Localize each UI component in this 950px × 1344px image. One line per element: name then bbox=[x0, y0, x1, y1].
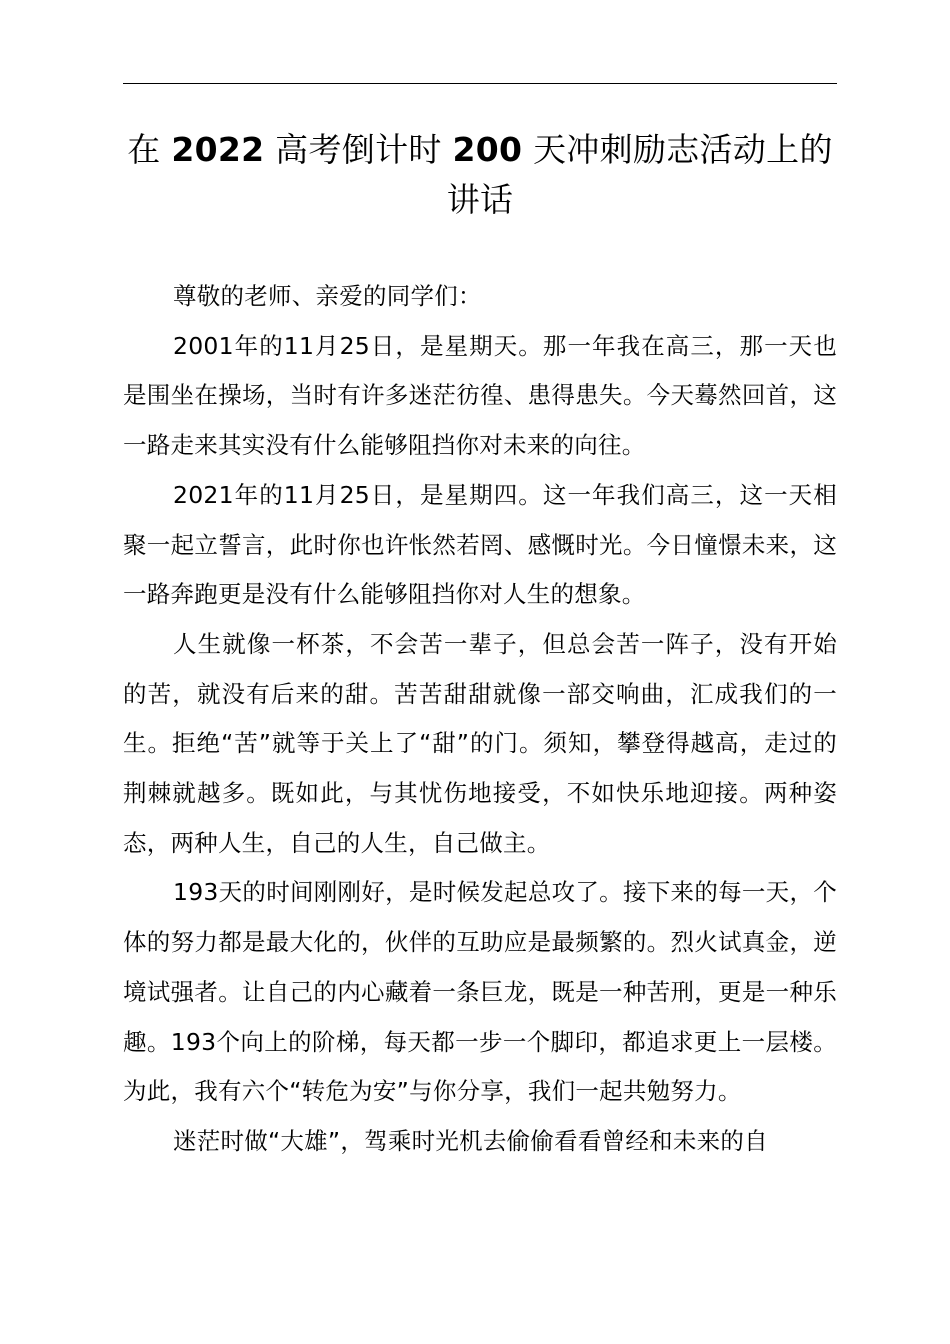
title-part: 天冲刺励志活动上的讲话 bbox=[446, 130, 833, 219]
paragraph: 迷茫时做“大雄”，驾乘时光机去偷偷看看曾经和未来的自 bbox=[173, 1126, 768, 1155]
paragraph: 人生就像一杯茶，不会苦一辈子，但总会苦一阵子，没有开始的苦，就没有后来的甜。苦苦甜甜就像一部交响曲，汇成我们的一生。拒绝“苦”就等于关上了“甜”的门。须知，攀登得越高，走过的荆棘就越多。既如此，与其忧伤地接受，不如快乐地迎接。两种姿态，两种人生，自己的人生，自己做主。 bbox=[123, 629, 837, 857]
salutation: 尊敬的老师、亲爱的同学们： bbox=[173, 282, 482, 310]
document-title bbox=[123, 125, 837, 225]
title-year: 2022 bbox=[171, 130, 265, 169]
title-days: 200 bbox=[452, 130, 523, 169]
paragraph: 2001年的11月25日，是星期天。那一年我在高三，那一天也是围坐在操场，当时有许多迷茫彷徨、患得患失。今天蓦然回首，这一路走来其实没有什么能够阻挡你对未来的向往。 bbox=[123, 331, 837, 460]
title-part: 高考倒计时 bbox=[275, 130, 442, 169]
document-body bbox=[123, 272, 837, 1167]
paragraph: 2021年的11月25日，是星期四。这一年我们高三，这一天相聚一起立誓言，此时你也许怅然若罔、感慨时光。今日憧憬未来，这一路奔跑更是没有什么能够阻挡你对人生的想象。 bbox=[123, 480, 837, 609]
paragraph: 193天的时间刚刚好，是时候发起总攻了。接下来的每一天，个体的努力都是最大化的，伙伴的互助应是最频繁的。烈火试真金，逆境试强者。让自己的内心藏着一条巨龙，既是一种苦刑，更是一种乐趣。193个向上的阶梯，每天都一步一个脚印，都追求更上一层楼。为此，我有六个“转危为安”与你分享，我们一起共勉努力。 bbox=[123, 878, 837, 1106]
header-rule bbox=[123, 83, 837, 84]
title-part: 在 bbox=[127, 130, 161, 169]
